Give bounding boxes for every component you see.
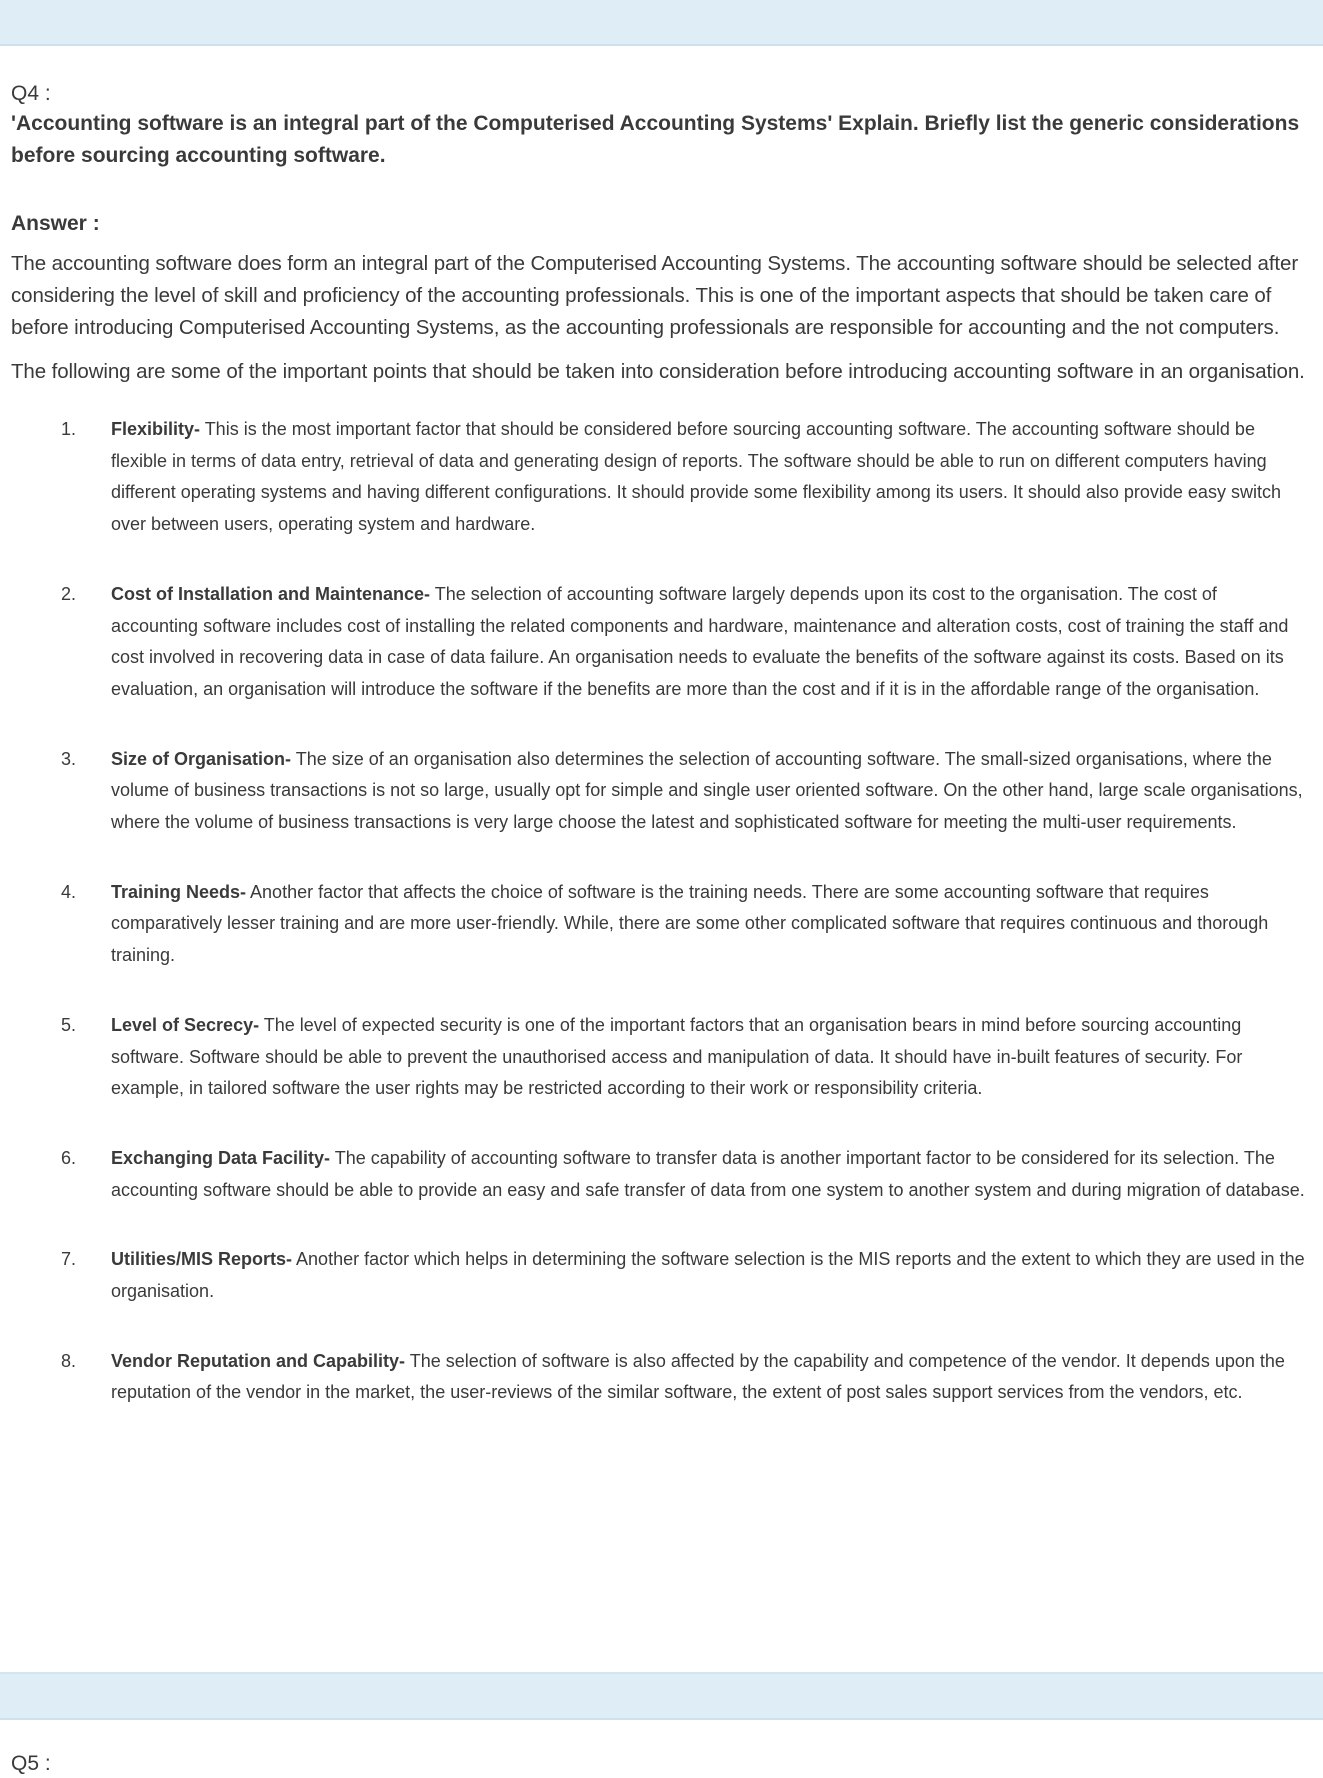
item-number: 1. — [61, 419, 77, 439]
top-banner — [0, 0, 1323, 46]
item-term: Cost of Installation and Maintenance- — [111, 583, 431, 604]
list-item — [11, 877, 1311, 972]
item-number: 4. — [61, 881, 77, 902]
item-text: Another factor that affects the choice of software is the training needs. There are some accounting software that requires comparatively lesser training and are more user-friendly. While, there are some other complicated software that requires continuous and thorough training. — [111, 881, 1269, 966]
item-text: This is the most important factor that should be considered before sourcing accounting software. The accounting software should be flexible in terms of data entry, retrieval of data and generating design of reports. The software should be able to run on different computers having different operating systems and having different configurations. It should provide some flexibility among its users. It should also provide easy switch over between users, operating system and hardware. — [111, 419, 1281, 535]
list-item — [11, 1010, 1311, 1105]
item-term: Exchanging Data Facility- — [111, 1147, 331, 1168]
list-item — [11, 744, 1311, 839]
item-term: Utilities/MIS Reports- — [111, 1249, 293, 1270]
section-divider-banner — [0, 1672, 1323, 1720]
answer-label: Answer : — [11, 212, 100, 235]
question-answer-block — [11, 80, 1311, 1447]
item-text: The selection of accounting software largely depends upon its cost to the organisation. The cost of accounting software includes cost of installing the related components and hardware, maintenance and alteration costs, cost of training the staff and cost involved in recovering data in case of data failure. An organisation needs to evaluate the benefits of the software against its costs. Based on its evaluation, an organisation will introduce the software if the benefits are more than the cost and if it is in the affordable range of the organisation. — [111, 583, 1289, 699]
item-term: Flexibility- — [111, 419, 201, 439]
item-text: Another factor which helps in determining the software selection is the MIS reports and the extent to which they are used in the organisation. — [111, 1249, 1305, 1302]
item-text: The selection of software is also affected by the capability and competence of the vendor. It depends upon the reputation of the vendor in the market, the user-reviews of the similar software, the extent of post sales support services from the vendors, etc. — [111, 1350, 1285, 1403]
question-text: 'Accounting software is an integral part of the Computerised Accounting Systems' Explain. Briefly list the generic considerations before sourcing accounting software. — [11, 112, 1300, 167]
item-number: 6. — [61, 1147, 77, 1168]
item-text: The size of an organisation also determines the selection of accounting software. The small-sized organisations, where the volume of business transactions is not so large, usually opt for simple and single user oriented software. On the other hand, large scale organisations, where the volume of business transactions is very large choose the latest and sophisticated software for meeting the multi-user requirements. — [111, 748, 1303, 833]
list-item — [11, 1143, 1311, 1206]
item-term: Size of Organisation- — [111, 748, 292, 769]
list-item — [11, 579, 1311, 706]
item-term: Level of Secrecy- — [111, 1014, 260, 1035]
item-number: 7. — [61, 1249, 77, 1270]
item-number: 5. — [61, 1014, 77, 1035]
answer-paragraph: The following are some of the important points that should be taken into consideration before introducing accounting software in an organisation. — [11, 360, 1305, 383]
considerations-list — [11, 414, 1311, 1409]
item-number: 8. — [61, 1350, 77, 1371]
list-item — [11, 1244, 1311, 1307]
item-number: 3. — [61, 748, 77, 769]
item-term: Vendor Reputation and Capability- — [111, 1350, 406, 1371]
answer-paragraph: The accounting software does form an integral part of the Computerised Accounting Systems. The accounting software should be selected after considering the level of skill and proficiency of the accounting professionals. This is one of the important aspects that should be taken care of before introducing Computerised Accounting Systems, as the accounting professionals are responsible for accounting and the not computers. — [11, 252, 1299, 339]
list-item — [11, 1346, 1311, 1409]
list-item — [11, 414, 1311, 541]
question-label: Q4 : — [11, 82, 51, 105]
next-question-label: Q5 : — [11, 1752, 51, 1775]
item-text: The level of expected security is one of the important factors that an organisation bears in mind before sourcing accounting software. Software should be able to prevent the unauthorised access and manipulation of data. It should have in-built features of security. For example, in tailored software the user rights may be restricted according to their work or responsibility criteria. — [111, 1014, 1243, 1099]
item-term: Training Needs- — [111, 881, 247, 902]
item-number: 2. — [61, 583, 77, 604]
item-text: The capability of accounting software to transfer data is another important factor to be considered for its selection. The accounting software should be able to provide an easy and safe transfer of data from one system to another system and during migration of database. — [111, 1147, 1305, 1200]
